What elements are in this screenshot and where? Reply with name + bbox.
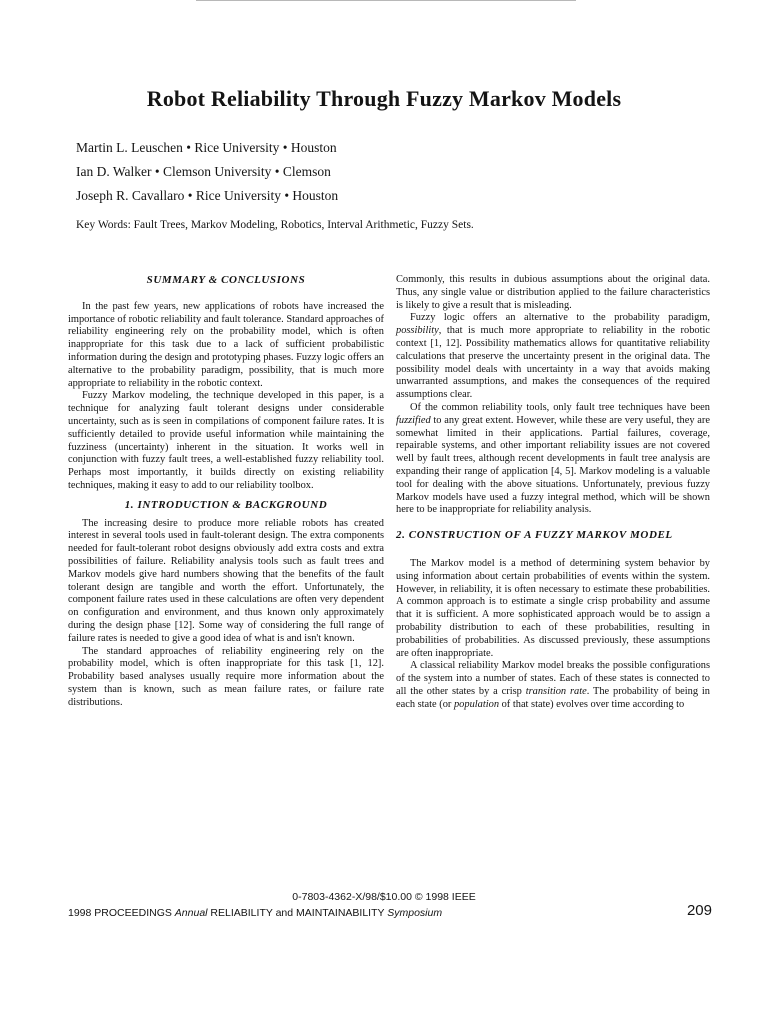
text-run: 1998 PROCEEDINGS xyxy=(68,907,175,919)
top-rule xyxy=(196,0,576,1)
text-run: Fuzzy logic offers an alternative to the probability paradigm, xyxy=(410,312,710,324)
body-paragraph: Commonly, this results in dubious assumptions about the original data. Thus, any single value or distribution applied to the failure characteristics is likely to give a result that is misleading. xyxy=(396,274,710,311)
text-run: to any great extent. However, while these are very useful, they are somewhat limited in their applications. Partial failures, coverage, repairable systems, and other important reliability issues are not covered well by fault trees, although recent developments in fault tree analysis are expanding their range of application [4, 5]. Markov modeling is a valuable tool for dealing with the above situations. Unfortunately, previous fuzzy Markov models have used a fuzzy integral method, which will be shown here to be inappropriate for reliability analysis. xyxy=(396,414,710,516)
section2-heading: 2. CONSTRUCTION OF A FUZZY MARKOV MODEL xyxy=(396,529,673,542)
left-column xyxy=(68,274,384,710)
right-column xyxy=(396,274,710,712)
page-number: 209 xyxy=(686,902,712,919)
text-run: of that state) evolves over time according to xyxy=(499,698,685,710)
emphasis: possibility xyxy=(396,325,439,337)
text-run: . The probability of being in each state (or xyxy=(396,685,710,710)
emphasis: transition rate xyxy=(525,685,587,697)
emphasis: Annual xyxy=(174,907,208,919)
emphasis: Symposium xyxy=(387,907,443,919)
author-line: Ian D. Walker • Clemson University • Clemson xyxy=(76,164,331,179)
text-run: RELIABILITY and MAINTAINABILITY xyxy=(207,907,388,919)
keywords: Key Words: Fault Trees, Markov Modeling, Robotics, Interval Arithmetic, Fuzzy Sets. xyxy=(76,219,474,231)
body-paragraph xyxy=(396,402,710,517)
intro-paragraph: The increasing desire to produce more reliable robots has created interest in several tools used in fault-tolerant design. The extra components needed for fault-tolerant robot designs obviously add extra costs and extra possibilities of failure. Reliability analysis tools such as fault trees and Markov models give hard numbers showing that the benefits of the fault tolerant design are tangible and worth the effort. Unfortunately, the component failure rates used in these calculations are often very dependent on configuration and environment, and thus known only approximately during the design phase [12]. Some way of considering the full range of failure rates is needed to give a good idea of what is and isn't known. xyxy=(68,517,384,644)
body-paragraph xyxy=(396,660,710,711)
copyright-line: 0-7803-4362-X/98/$10.00 © 1998 IEEE xyxy=(292,891,476,903)
text-run: Of the common reliability tools, only fault tree techniques have been xyxy=(410,401,710,413)
emphasis: fuzzified xyxy=(396,414,431,426)
emphasis: population xyxy=(453,698,500,710)
body-paragraph: The Markov model is a method of determining system behavior by using information about certain probabilities of events within the system. However, in reliability, it is often necessary to estimate these probabilities. A common approach is to estimate a single crisp probability and assume that it is sufficient. A more sophisticated approach would be to assign a probability distribution to each of these probabilities, resulting in probabilities of probabilities. As discussed previously, these assumptions are often inappropriate. xyxy=(396,557,710,659)
body-paragraph xyxy=(396,312,710,402)
summary-paragraph: In the past few years, new applications of robots have increased the importance of robotic reliability and fault tolerance. Standard approaches of reliability engineering rely on the probability model, which is often inappropriate for this task due to a lack of sufficient probabilistic information during the design and prototyping phases. Fuzzy logic offers an alternative to the probability paradigm, possibility, that is much more appropriate to reliability in the robotic context. xyxy=(68,300,384,389)
author-line: Joseph R. Cavallaro • Rice University • Houston xyxy=(76,188,339,203)
intro-paragraph: The standard approaches of reliability engineering rely on the probability model, which is often inappropriate for this task [1, 12]. Probability based analyses usually require more information about the system than is known, such as mean failure rates, or failure rate distributions. xyxy=(68,645,384,708)
author-list xyxy=(76,140,338,212)
summary-paragraph: Fuzzy Markov modeling, the technique developed in this paper, is a technique for analyzing fault tolerant designs under considerable uncertainty, such as is seen in compilations of component failure rates. It is sufficiently detailed to provide useful information while maintaining the fuzziness (uncertainty) inherent in the situation. It works well in conjunction with fuzzy fault trees, a well-established fuzzy reliability tool. Perhaps most importantly, it builds directly on existing reliability techniques, making it easy to add to our reliability toolbox. xyxy=(68,390,384,491)
summary-heading: SUMMARY & CONCLUSIONS xyxy=(146,274,306,286)
text-run: , that is much more appropriate to reliability in the robotic context [1, 12]. Possibility mathematics allows for quantitative reliability calculations that preserve the uncertainty present in the original data. The possibility model deals with uncertainty in a way that avoids making unwarranted assumptions, and makes the consequences of the required assumptions clear. xyxy=(396,325,710,401)
intro-heading: 1. INTRODUCTION & BACKGROUND xyxy=(124,498,328,511)
author-line: Martin L. Leuschen • Rice University • Houston xyxy=(76,140,337,155)
text-run: A classical reliability Markov model breaks the possible configurations of the system into a number of states. Each of these states is connected to all the other states by a crisp xyxy=(396,660,710,697)
proceedings-line xyxy=(68,907,442,919)
paper-title: Robot Reliability Through Fuzzy Markov Models xyxy=(146,86,622,111)
